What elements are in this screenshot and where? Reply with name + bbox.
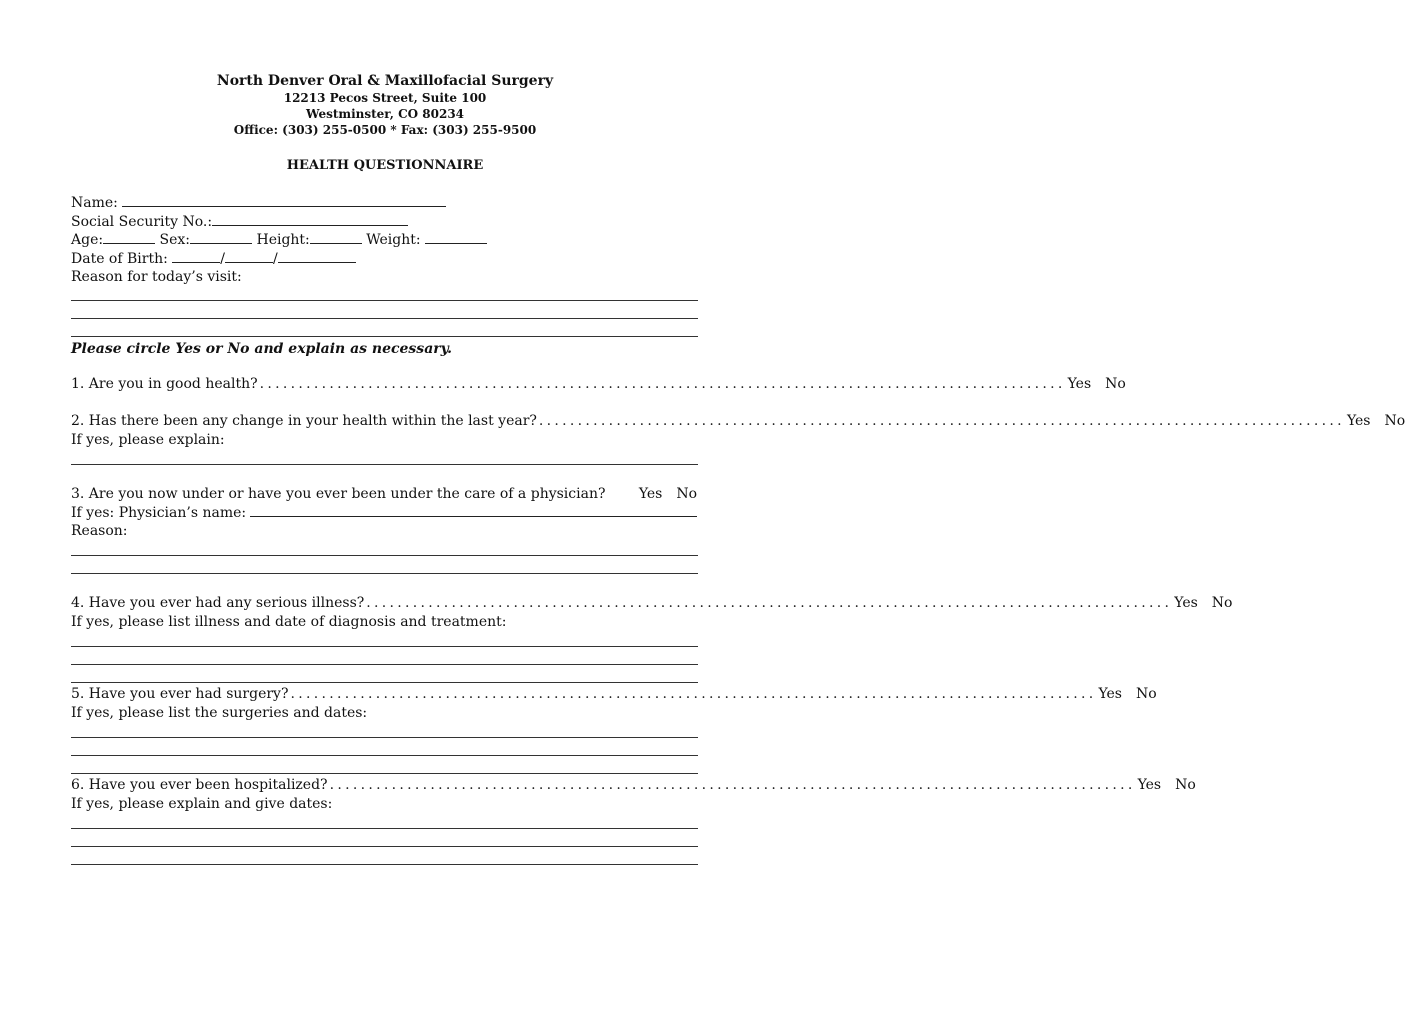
- question-1: [71, 375, 1126, 394]
- question-text: 6. Have you ever been hospitalized?: [71, 777, 328, 793]
- dot-leader: ........................................................................................................: [366, 595, 1173, 611]
- dob-label: Date of Birth:: [71, 250, 168, 267]
- no-option[interactable]: No: [1384, 413, 1405, 429]
- question-4: [71, 594, 1233, 631]
- followup-text: If yes, please list the surgeries and dates:: [71, 704, 368, 721]
- question-text: 2. Has there been any change in your health within the last year?: [71, 413, 537, 429]
- answer-line[interactable]: [71, 828, 698, 829]
- no-option[interactable]: No: [676, 486, 697, 502]
- reason-line[interactable]: [71, 336, 698, 337]
- followup-reason-label: Reason:: [71, 523, 128, 539]
- yes-option[interactable]: Yes: [638, 486, 663, 502]
- followup-text: If yes, please explain:: [71, 431, 225, 448]
- dot-leader: ........................................................................................................: [290, 686, 1097, 702]
- ssn-field[interactable]: [212, 213, 408, 226]
- question-text: 3. Are you now under or have you ever been under the care of a physician?: [71, 486, 606, 502]
- weight-field[interactable]: [425, 231, 487, 244]
- answer-line[interactable]: [71, 755, 698, 756]
- question-2: [71, 412, 1405, 449]
- dot-leader: ........................................................................................................: [259, 376, 1066, 392]
- followup-text: If yes, please explain and give dates:: [71, 795, 333, 812]
- form-title: HEALTH QUESTIONNAIRE: [286, 158, 484, 173]
- answer-line[interactable]: [71, 646, 698, 647]
- yes-option[interactable]: Yes: [1137, 777, 1162, 793]
- answer-line[interactable]: [71, 682, 698, 683]
- dob-month-field[interactable]: [172, 250, 220, 263]
- name-label: Name:: [71, 195, 118, 211]
- question-text: 5. Have you ever had surgery?: [71, 686, 289, 702]
- reason-line[interactable]: [71, 300, 698, 301]
- followup-text: If yes: Physician’s name:: [71, 504, 247, 521]
- yes-option[interactable]: Yes: [1346, 413, 1371, 429]
- address-line2: Westminster, CO 80234: [305, 107, 465, 121]
- answer-line[interactable]: [71, 464, 698, 465]
- answer-line[interactable]: [71, 773, 698, 774]
- patient-info: [71, 194, 698, 287]
- instructions: Please circle Yes or No and explain as necessary.: [71, 341, 453, 357]
- yes-option[interactable]: Yes: [1174, 595, 1198, 611]
- height-label: Height:: [256, 232, 310, 248]
- no-option[interactable]: No: [1175, 777, 1196, 793]
- no-option[interactable]: No: [1105, 376, 1126, 392]
- answer-line[interactable]: [71, 864, 698, 865]
- yes-option[interactable]: Yes: [1098, 686, 1122, 702]
- dob-separator: /: [272, 250, 278, 267]
- answer-line[interactable]: [71, 664, 698, 665]
- org-name: North Denver Oral & Maxillofacial Surgery: [216, 73, 554, 89]
- question-3: [71, 485, 697, 541]
- name-field[interactable]: [122, 194, 446, 207]
- yes-option[interactable]: Yes: [1067, 376, 1092, 392]
- ssn-label: Social Security No.:: [71, 213, 213, 230]
- question-6: [71, 776, 1196, 813]
- answer-line[interactable]: [71, 573, 698, 574]
- dot-leader: ........................................................................................................: [329, 777, 1136, 793]
- letterhead: [0, 72, 770, 138]
- weight-label: Weight:: [366, 232, 421, 248]
- phone-line: Office: (303) 255-0500 * Fax: (303) 255-9500: [233, 123, 537, 137]
- sex-label: Sex:: [159, 232, 191, 248]
- reason-label: Reason for today’s visit:: [71, 269, 242, 285]
- reason-line[interactable]: [71, 318, 698, 319]
- dob-separator: /: [220, 250, 225, 267]
- height-field[interactable]: [310, 231, 362, 244]
- question-text: 4. Have you ever had any serious illness?: [71, 595, 365, 611]
- age-label: Age:: [71, 232, 104, 248]
- question-5: [71, 685, 1157, 722]
- dot-leader: ........................................................................................................: [538, 413, 1345, 429]
- followup-text: If yes, please list illness and date of diagnosis and treatment:: [71, 613, 507, 630]
- no-option[interactable]: No: [1136, 686, 1157, 702]
- no-option[interactable]: No: [1211, 595, 1233, 611]
- physician-name-field[interactable]: [250, 504, 697, 517]
- answer-line[interactable]: [71, 846, 698, 847]
- sex-field[interactable]: [190, 231, 252, 244]
- dob-year-field[interactable]: [278, 250, 356, 263]
- age-field[interactable]: [103, 231, 155, 244]
- answer-line[interactable]: [71, 737, 698, 738]
- question-text: 1. Are you in good health?: [71, 376, 258, 392]
- dob-day-field[interactable]: [225, 250, 273, 263]
- answer-line[interactable]: [71, 555, 698, 556]
- address-line1: 12213 Pecos Street, Suite 100: [283, 91, 487, 105]
